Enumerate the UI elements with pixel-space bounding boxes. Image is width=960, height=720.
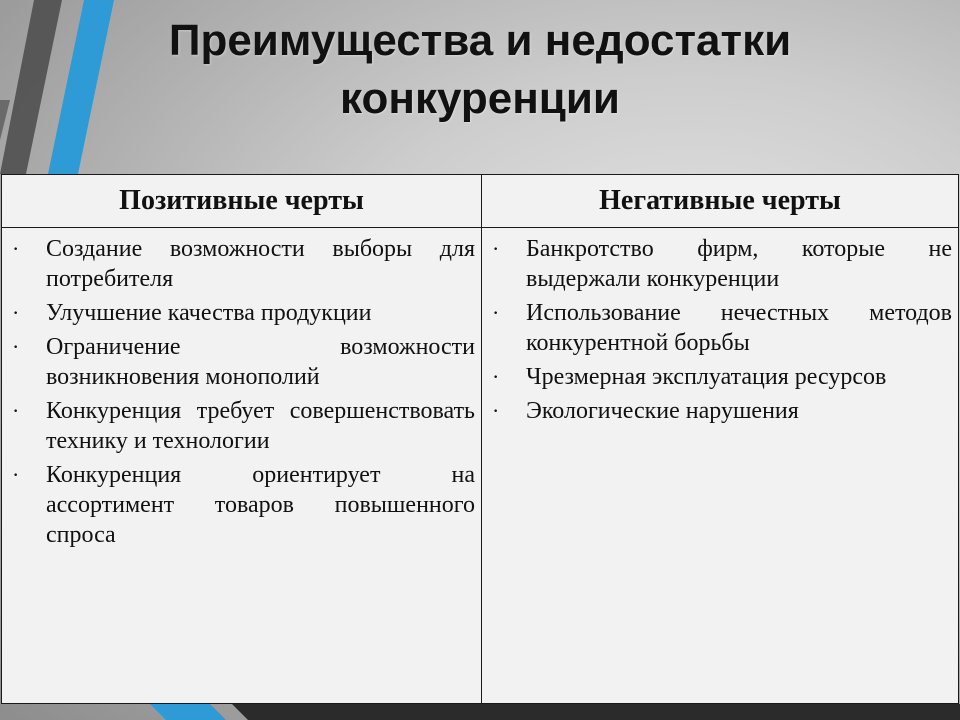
bullet-icon: ·: [12, 334, 20, 359]
header-negative: Негативные черты: [482, 175, 959, 228]
blue-stripe-bottom: [150, 704, 226, 720]
list-item-text: Использование нечестных методов конкурентной борьбы: [526, 300, 952, 356]
table-body-row: [2, 228, 959, 704]
bullet-icon: ·: [492, 300, 500, 325]
list-item-text: Экологические нарушения: [526, 398, 799, 424]
negative-list: [486, 234, 952, 426]
list-item: [6, 298, 475, 328]
slide-title: Преимущества и недостатки конкуренции: [168, 16, 792, 123]
bullet-icon: ·: [492, 398, 500, 423]
positive-cell: [2, 228, 482, 704]
header-positive: Позитивные черты: [2, 175, 482, 228]
list-item-text: Конкуренция требует совершенствовать технику и технологии: [46, 398, 475, 454]
list-item: [486, 298, 952, 358]
list-item: [6, 396, 475, 456]
bullet-icon: ·: [12, 236, 20, 261]
list-item: [486, 396, 952, 426]
list-item: [6, 460, 475, 550]
negative-cell: [482, 228, 959, 704]
list-item: [486, 234, 952, 294]
list-item-text: Чрезмерная эксплуатация ресурсов: [526, 364, 887, 390]
list-item-text: Банкротство фирм, которые не выдержали конкуренции: [526, 236, 952, 292]
table-header-row: [2, 175, 959, 228]
bullet-icon: ·: [12, 398, 20, 423]
comparison-table: [1, 174, 959, 704]
list-item: [486, 362, 952, 392]
positive-list: [6, 234, 475, 550]
list-item: [6, 332, 475, 392]
list-item-text: Улучшение качества продукции: [46, 300, 372, 326]
bullet-icon: ·: [492, 236, 500, 261]
gray-stripe-top: [0, 100, 10, 140]
bullet-icon: ·: [492, 364, 500, 389]
list-item: [6, 234, 475, 294]
list-item-text: Ограничение возможности возникновения монополий: [46, 334, 475, 390]
bullet-icon: ·: [12, 300, 20, 325]
list-item-text: Создание возможности выборы для потребителя: [46, 236, 475, 292]
dark-stripe-bottom: [232, 704, 960, 720]
list-item-text: Конкуренция ориентирует на ассортимент товаров повышенного спроса: [46, 462, 475, 548]
dark-stripe-top: [0, 0, 62, 174]
bullet-icon: ·: [12, 462, 20, 487]
